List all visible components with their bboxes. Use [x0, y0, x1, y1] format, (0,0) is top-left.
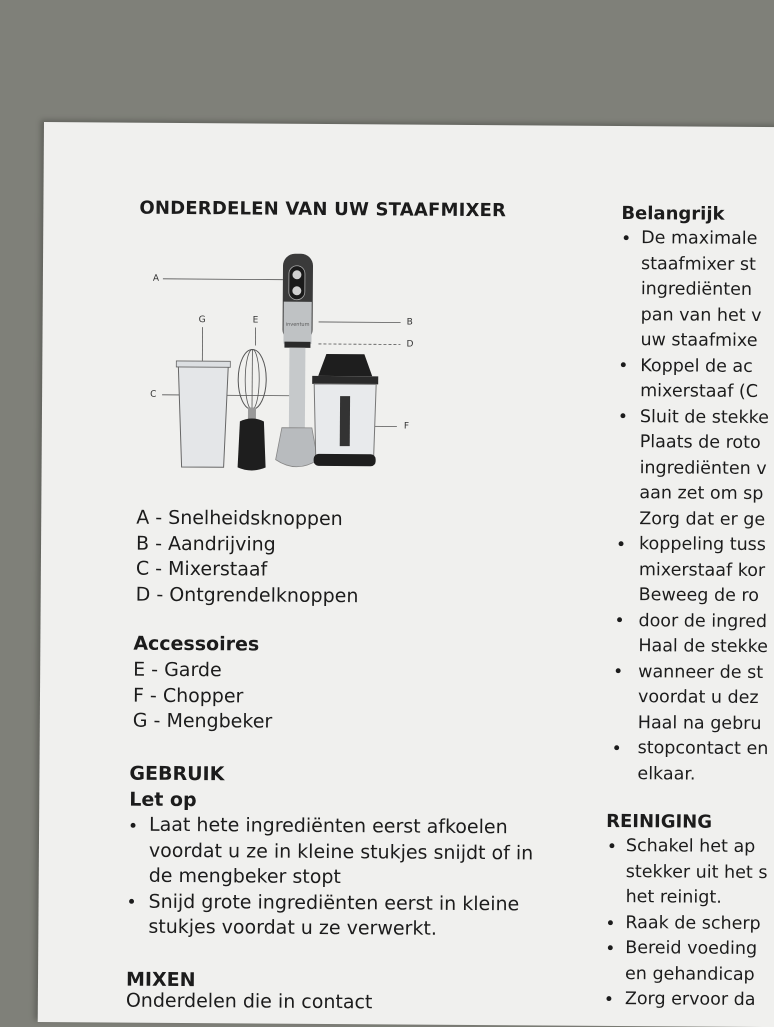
bullet: •	[605, 939, 615, 959]
part-a: A - Snelheidsknoppen	[136, 506, 359, 533]
part-d: D - Ontgrendelknoppen	[136, 582, 359, 609]
belangrijk-line: ingrediënten	[641, 277, 772, 303]
belangrijk-line: wanneer de st	[638, 660, 769, 686]
belangrijk-heading: Belangrijk	[621, 203, 724, 225]
belangrijk-line: Haal de stekke	[638, 634, 769, 660]
belangrijk-line: door de ingred	[638, 609, 769, 635]
belangrijk-line: Beweeg de ro	[639, 583, 770, 609]
accessoires-heading: Accessoires	[133, 633, 259, 656]
brand-mark: inventum	[286, 322, 310, 328]
belangrijk-line: aan zet om sp	[639, 481, 770, 507]
belangrijk-line: voordat u dez	[638, 685, 769, 711]
belangrijk-line: staafmixer st	[641, 252, 772, 278]
label-f: F	[404, 422, 409, 432]
label-a: A	[153, 274, 159, 284]
letop-line: voordat u ze in kleine stukjes snijdt of in	[149, 838, 534, 866]
reiniging-line: stekker uit het s	[626, 860, 768, 886]
bullet: •	[128, 817, 138, 837]
belangrijk-line: Zorg dat er ge	[639, 507, 770, 533]
belangrijk-line: elkaar.	[637, 762, 768, 788]
parts-title: ONDERDELEN VAN UW STAAFMIXER	[139, 198, 506, 222]
part-b: B - Aandrijving	[136, 531, 359, 558]
reiniging-line: Zorg ervoor da	[625, 987, 767, 1013]
accessoire-f: F - Chopper	[133, 683, 273, 709]
belangrijk-line: De maximale	[641, 226, 772, 252]
belangrijk-line: koppeling tuss	[639, 532, 770, 558]
accessoire-e: E - Garde	[133, 658, 273, 684]
bullet: •	[605, 914, 615, 934]
bullet: •	[126, 893, 136, 913]
letop-line: de mengbeker stopt	[149, 864, 534, 892]
bullet: •	[621, 229, 631, 249]
reiniging-line: Bereid voeding	[625, 936, 767, 962]
bullet: •	[618, 356, 628, 376]
manual-page	[38, 122, 774, 1027]
letop-heading: Let op	[129, 789, 197, 811]
belangrijk-line: mixerstaaf kor	[639, 558, 770, 584]
belangrijk-line: Sluit de stekke	[640, 405, 771, 431]
mixen-line: Onderdelen die in contact	[126, 989, 373, 1016]
reiniging-line: Raak de scherp	[625, 911, 767, 937]
reiniging-list	[625, 834, 768, 1013]
letop-list	[148, 813, 533, 943]
label-g: G	[199, 315, 206, 325]
label-b: B	[407, 318, 413, 328]
letop-line: Laat hete ingrediënten eerst afkoelen	[149, 813, 534, 841]
letop-line: Snijd grote ingrediënten eerst in kleine	[148, 889, 533, 917]
mixen-heading: MIXEN	[126, 969, 196, 991]
label-d: D	[406, 340, 413, 350]
reiniging-line: Schakel het ap	[626, 834, 768, 860]
bullet: •	[604, 990, 614, 1010]
part-c: C - Mixerstaaf	[136, 557, 359, 584]
belangrijk-line: ingrediënten v	[640, 456, 771, 482]
belangrijk-line: stopcontact en	[638, 736, 769, 762]
product-diagram	[142, 245, 444, 477]
gebruik-heading: GEBRUIK	[129, 763, 224, 786]
reiniging-heading: REINIGING	[606, 811, 712, 833]
bullet: •	[607, 837, 617, 857]
belangrijk-line: uw staafmixe	[640, 328, 771, 354]
reiniging-line: en gehandicap	[625, 962, 767, 988]
staafmixer-illustration	[142, 245, 444, 477]
belangrijk-line: pan van het v	[641, 303, 772, 329]
belangrijk-line: Plaats de roto	[640, 430, 771, 456]
belangrijk-list	[637, 226, 772, 788]
belangrijk-line: Haal na gebru	[638, 711, 769, 737]
bullet: •	[618, 407, 628, 427]
bullet: •	[613, 662, 623, 682]
accessoire-g: G - Mengbeker	[133, 709, 273, 735]
bullet: •	[612, 739, 622, 759]
belangrijk-line: mixerstaaf (C	[640, 379, 771, 405]
reiniging-line: het reinigt.	[626, 885, 768, 911]
label-e: E	[253, 315, 259, 325]
label-c: C	[150, 390, 156, 400]
parts-list	[136, 506, 359, 610]
accessoires-list	[133, 658, 273, 735]
letop-line: stukjes voordat u ze verwerkt.	[148, 915, 533, 943]
belangrijk-line: Koppel de ac	[640, 354, 771, 380]
bullet: •	[616, 535, 626, 555]
bullet: •	[614, 611, 624, 631]
